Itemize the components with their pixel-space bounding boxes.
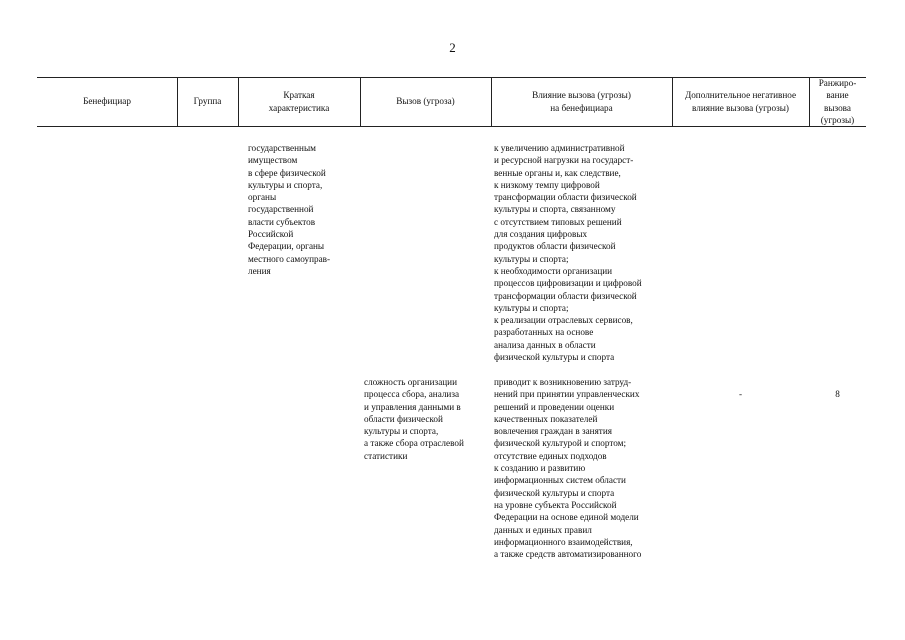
impact-line: данных и единых правил bbox=[494, 524, 592, 535]
row1-characteristic bbox=[248, 142, 330, 277]
impact-line: физической культурой и спортом; bbox=[494, 438, 627, 449]
impact-line: к низкому темпу цифровой bbox=[494, 179, 600, 190]
impact-line: трансформации области физической bbox=[494, 290, 637, 301]
impact-line: качественных показателей bbox=[494, 413, 598, 424]
impact-line: физической культуры и спорта bbox=[494, 352, 615, 363]
characteristic-line: имуществом bbox=[248, 155, 298, 166]
impact-line: культуры и спорта, связанному bbox=[494, 204, 616, 215]
impact-line: на уровне субъекта Российской bbox=[494, 499, 617, 510]
characteristic-line: ления bbox=[248, 265, 271, 276]
impact-line: и ресурсной нагрузки на государст- bbox=[494, 155, 634, 166]
characteristic-line: местного самоуправ- bbox=[248, 253, 331, 264]
row2-impact bbox=[494, 376, 641, 560]
impact-line: процессов цифровизации и цифровой bbox=[494, 278, 642, 289]
impact-line: к необходимости организации bbox=[494, 265, 613, 276]
impact-line: вовлечения граждан в занятия bbox=[494, 426, 612, 437]
header-impact: Влияние вызова (угрозы) на бенефициара bbox=[532, 90, 631, 113]
impact-line: информационного взаимодействия, bbox=[494, 536, 633, 547]
threat-line: области физической bbox=[364, 413, 443, 424]
characteristic-line: культуры и спорта, bbox=[248, 179, 323, 190]
impact-line: Федерации на основе единой модели bbox=[494, 512, 639, 523]
threat-line: процесса сбора, анализа bbox=[364, 389, 460, 400]
threat-line: статистики bbox=[364, 450, 408, 461]
row2-additional-impact: - bbox=[738, 389, 743, 399]
header-additional-impact: Дополнительное негативное влияние вызова (угрозы) bbox=[684, 90, 797, 113]
impact-line: приводит к возникновению затруд- bbox=[494, 377, 632, 387]
impact-line: к реализации отраслевых сервисов, bbox=[494, 315, 633, 326]
impact-line: продуктов области физической bbox=[494, 241, 616, 252]
characteristic-line: органы bbox=[248, 192, 277, 203]
impact-line: разработанных на основе bbox=[494, 327, 594, 338]
impact-line: венные органы и, как следствие, bbox=[494, 167, 621, 178]
header-characteristic: Краткая характеристика bbox=[268, 90, 330, 113]
header-threat: Вызов (угроза) bbox=[396, 96, 455, 107]
impact-line: культуры и спорта; bbox=[494, 302, 569, 313]
row2-threat bbox=[364, 376, 464, 462]
impact-line: а также средств автоматизированного bbox=[494, 549, 642, 560]
threat-line: сложность организации bbox=[364, 377, 458, 387]
characteristic-line: государственным bbox=[248, 143, 316, 153]
characteristic-line: власти субъектов bbox=[248, 216, 316, 227]
impact-line: информационных систем области bbox=[494, 475, 626, 486]
characteristic-line: государственной bbox=[248, 204, 314, 215]
row2-ranking: 8 bbox=[835, 389, 840, 399]
impact-line: для создания цифровых bbox=[494, 229, 588, 240]
table-header-bottom-border bbox=[37, 126, 866, 127]
impact-line: к увеличению административной bbox=[494, 143, 625, 153]
characteristic-line: Федерации, органы bbox=[248, 241, 325, 252]
header-beneficiary: Бенефициар bbox=[83, 96, 131, 107]
impact-line: с отсутствием типовых решений bbox=[494, 216, 622, 227]
impact-line: нений при принятии управленческих bbox=[494, 389, 640, 400]
impact-line: трансформации области физической bbox=[494, 192, 637, 203]
threat-line: культуры и спорта, bbox=[364, 426, 439, 437]
characteristic-line: Российской bbox=[248, 229, 294, 240]
page-number: 2 bbox=[449, 40, 456, 55]
header-group: Группа bbox=[193, 96, 222, 107]
impact-line: отсутствие единых подходов bbox=[494, 450, 607, 461]
impact-line: культуры и спорта; bbox=[494, 253, 569, 264]
impact-line: к созданию и развитию bbox=[494, 463, 586, 474]
row1-impact bbox=[494, 142, 642, 363]
impact-line: физической культуры и спорта bbox=[494, 487, 615, 498]
impact-line: решений и проведении оценки bbox=[494, 401, 615, 412]
header-ranking: Ранжиро- вание вызова (угрозы) bbox=[818, 77, 857, 125]
impact-line: анализа данных в области bbox=[494, 339, 596, 350]
threat-line: а также сбора отраслевой bbox=[364, 438, 464, 449]
threat-line: и управления данными в bbox=[364, 401, 461, 412]
characteristic-line: в сфере физической bbox=[248, 167, 326, 178]
